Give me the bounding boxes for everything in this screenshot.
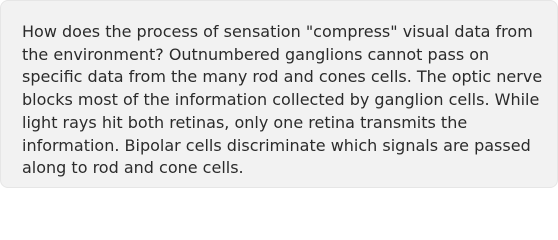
question-text: How does the process of sensation "compress" visual data from the environment? Outnumbered ganglions cannot pass on specific data from the many rod and cones cells. The optic nerve blocks most of the information collected by ganglion cells. While light rays hit both retinas, only one retina transmits the information. Bipolar cells discriminate which signals are passed along to rod and cone cells.	[22, 22, 543, 178]
